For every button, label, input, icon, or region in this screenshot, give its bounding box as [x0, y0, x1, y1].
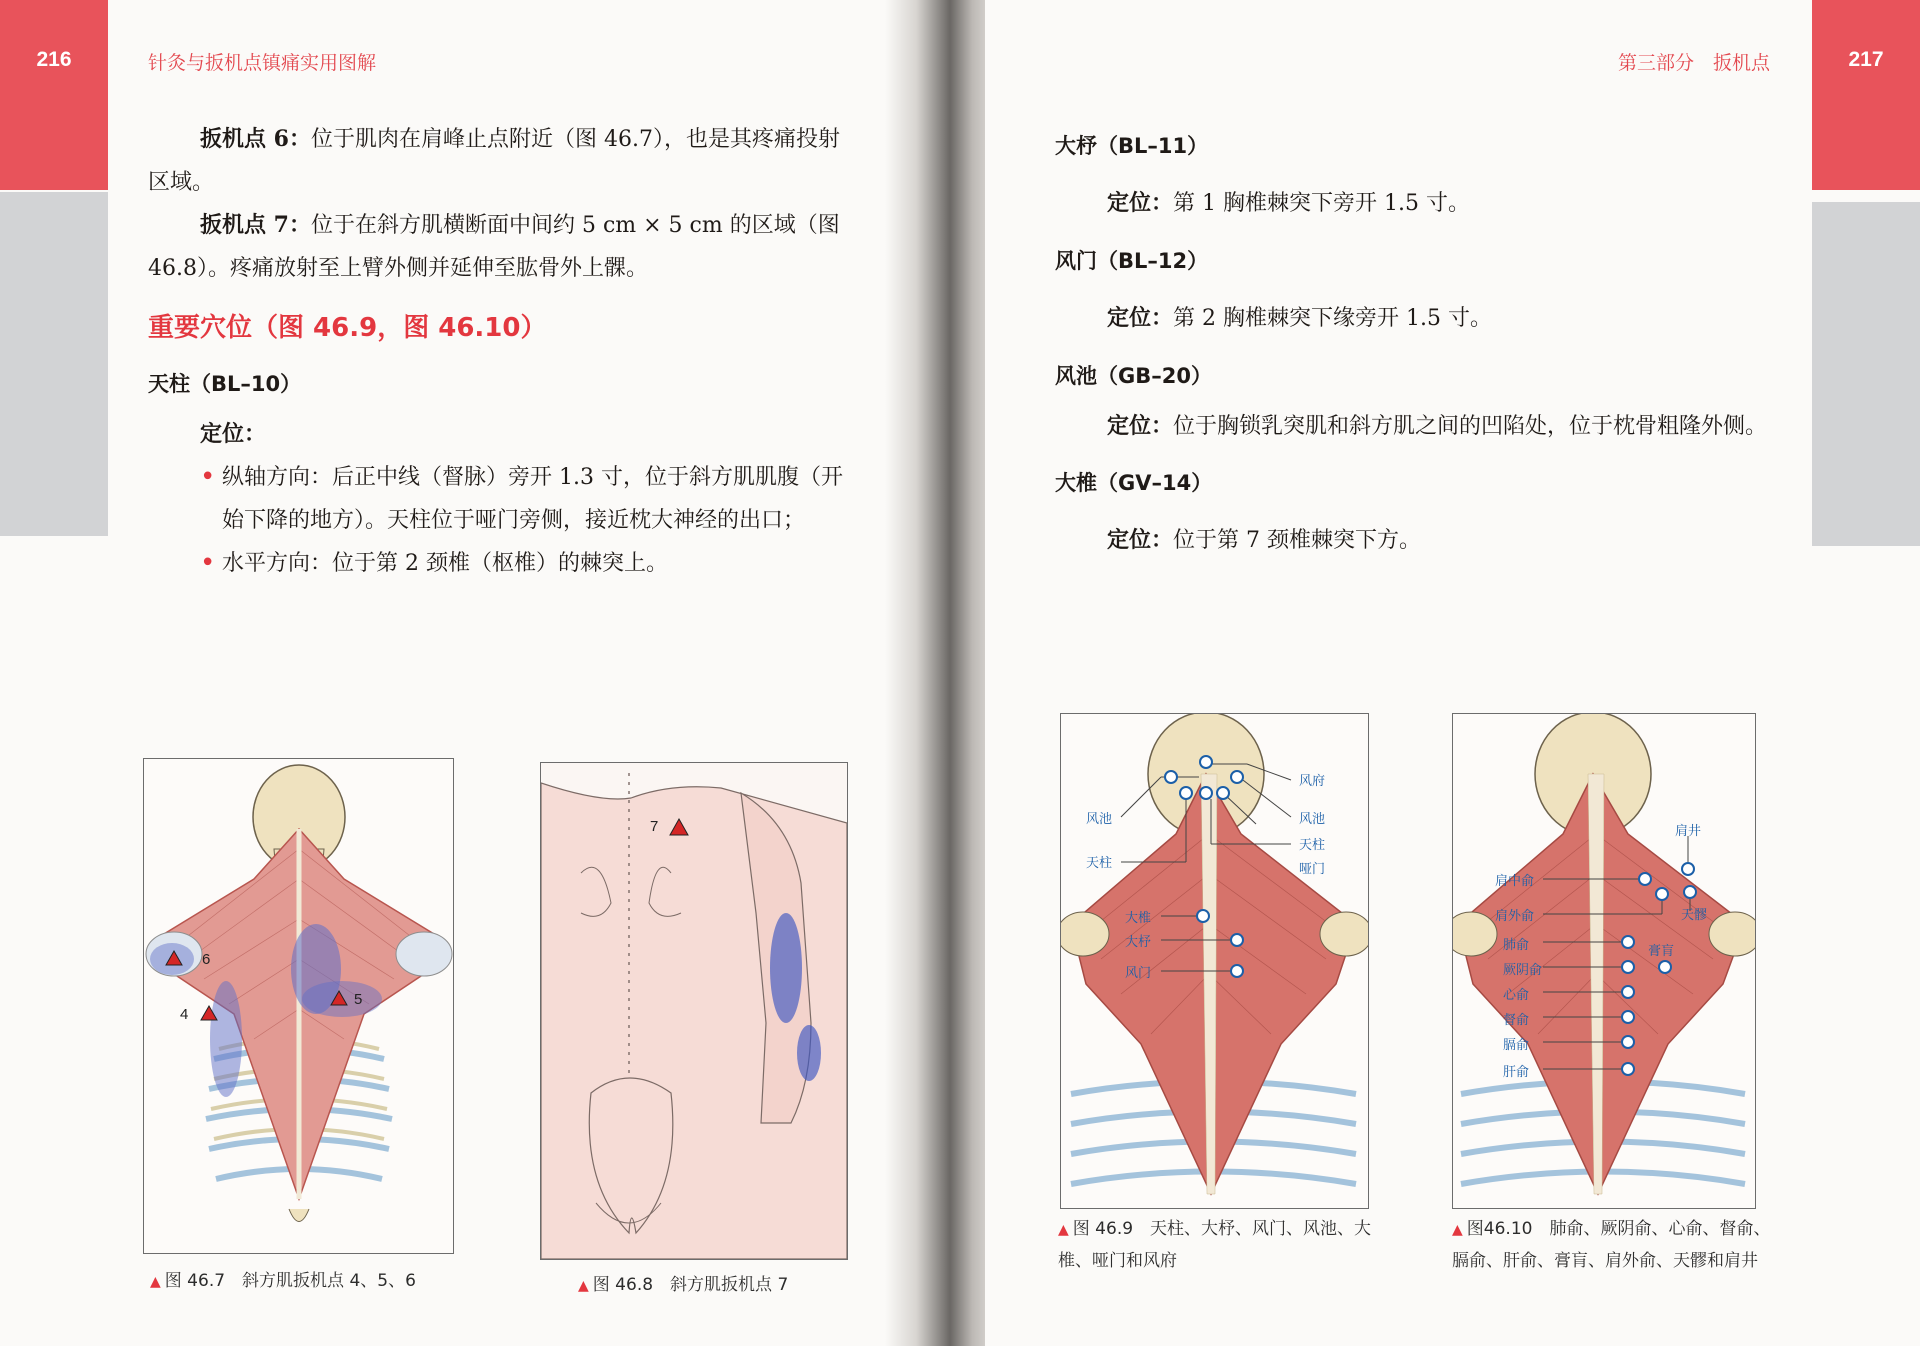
label-geshu: 膈俞 [1503, 1038, 1530, 1053]
trigger-6-text: 位于肌肉在肩峰止点附近（图 46.7），也是其疼痛投射区域。 [148, 127, 840, 195]
figure-46-8-caption [578, 1270, 788, 1302]
location-text: 位于胸锁乳突肌和斜方肌之间的凹陷处，位于枕骨粗隆外侧。 [1173, 414, 1768, 439]
bullet-icon: • [200, 462, 216, 492]
label-jianzhongshu: 肩中俞 [1495, 874, 1535, 889]
label-dushu: 督俞 [1503, 1013, 1530, 1028]
section-title: 重要穴位（图 46.9，图 46.10） [148, 313, 547, 343]
page-side-tab [0, 192, 108, 536]
caption-text: 图46.10 肺俞、厥阴俞、心俞、督俞、膈俞、肝俞、膏肓、肩外俞、天髎和肩井 [1452, 1219, 1771, 1271]
right-body [1055, 118, 1775, 570]
back-torso-illustration [541, 763, 847, 1259]
label-fengchi-left: 风池 [1086, 812, 1113, 827]
label-dazhu: 大杼 [1125, 935, 1152, 950]
label-jianwaishu: 肩外俞 [1495, 909, 1535, 924]
location-text: 第 1 胸椎棘突下旁开 1.5 寸。 [1173, 191, 1470, 216]
page-number-tab [1812, 0, 1920, 190]
caption-text: 图 46.7 斜方肌扳机点 4、5、6 [164, 1271, 416, 1291]
trigger-label-5: 5 [354, 991, 363, 1008]
back-acupoints-illustration [1453, 714, 1755, 1208]
location-text: 位于第 7 颈椎棘突下方。 [1173, 528, 1421, 553]
location-text: 第 2 胸椎棘突下缘旁开 1.5 寸。 [1173, 306, 1492, 331]
list-item-text: 纵轴方向：后正中线（督脉）旁开 1.3 寸，位于斜方肌肌腹（开始下降的地方）。天柱位于哑门旁侧，接近枕大神经的出口； [222, 465, 843, 533]
point-title-fengmen [1055, 233, 1775, 289]
label-yamen: 哑门 [1299, 862, 1326, 877]
location-lead: 定位： [1107, 527, 1174, 553]
trigger-label-7: 7 [650, 818, 659, 835]
caption-triangle-icon: ▲ [1058, 1222, 1069, 1238]
point-code: （GV–14） [1097, 471, 1213, 495]
point-code: （BL–10） [190, 372, 302, 396]
label-xinshu: 心俞 [1503, 988, 1530, 1003]
trigger-6-lead: 扳机点 6： [200, 126, 311, 152]
point-location [1055, 511, 1775, 570]
trigger-7-lead: 扳机点 7： [200, 212, 311, 238]
location-label: 定位： [200, 421, 267, 447]
label-tianzhu-left: 天柱 [1086, 856, 1113, 871]
trapezius-illustration [144, 759, 453, 1253]
caption-text: 图 46.9 天柱、大杼、风门、风池、大椎、哑门和风府 [1058, 1219, 1372, 1271]
point-name: 天柱 [148, 372, 190, 396]
trigger-point-7 [148, 204, 852, 290]
point-location [1055, 404, 1775, 449]
location-list [148, 456, 852, 585]
caption-triangle-icon: ▲ [578, 1278, 589, 1294]
page-side-tab [1812, 202, 1920, 546]
figure-46-10-back-acupoints [1452, 713, 1756, 1209]
label-jianjing: 肩井 [1675, 824, 1702, 839]
label-fengchi-right: 风池 [1299, 812, 1326, 827]
label-tianzhu-right: 天柱 [1299, 838, 1326, 853]
trigger-label-6: 6 [202, 951, 211, 968]
figure-46-8-back-torso [540, 762, 848, 1260]
point-name: 大杼 [1055, 134, 1097, 158]
figure-46-9-caption [1058, 1214, 1378, 1277]
label-gaohuang: 膏肓 [1648, 944, 1675, 959]
left-page [0, 0, 910, 1346]
point-name: 风门 [1055, 249, 1097, 273]
page-number: 217 [1848, 48, 1884, 71]
point-code: （GB–20） [1097, 364, 1212, 388]
figure-46-9-neck-acupoints [1060, 713, 1369, 1209]
point-title-tianzhu [148, 356, 852, 412]
trigger-label-4: 4 [180, 1006, 189, 1023]
running-head: 第三部分 扳机点 [1617, 52, 1770, 74]
label-jueyinshu: 厥阴俞 [1503, 963, 1543, 978]
location-lead: 定位： [1107, 413, 1174, 439]
list-item-text: 水平方向：位于第 2 颈椎（枢椎）的棘突上。 [222, 551, 668, 576]
figure-46-7-caption [150, 1266, 416, 1298]
point-code: （BL–11） [1097, 134, 1209, 158]
list-item [200, 542, 852, 585]
right-page [985, 0, 1920, 1346]
location-lead: 定位： [1107, 190, 1174, 216]
label-tianliao: 天髎 [1681, 908, 1708, 923]
label-ganshu: 肝俞 [1503, 1065, 1530, 1080]
label-fengfu: 风府 [1299, 774, 1326, 789]
point-title-fengchi [1055, 348, 1775, 404]
trigger-7-text: 位于在斜方肌横断面中间约 5 cm × 5 cm 的区域（图 46.8）。疼痛放射至上臂外侧并延伸至肱骨外上髁。 [148, 213, 840, 281]
label-dazhui: 大椎 [1125, 911, 1152, 926]
trigger-point-6 [148, 118, 852, 204]
figure-46-7-trapezius-back [143, 758, 454, 1254]
page-number-tab [0, 0, 108, 190]
caption-triangle-icon: ▲ [1452, 1222, 1463, 1238]
point-name: 大椎 [1055, 471, 1097, 495]
figure-46-10-caption [1452, 1214, 1782, 1277]
point-title-dazhu [1055, 118, 1775, 174]
point-name: 风池 [1055, 364, 1097, 388]
caption-triangle-icon: ▲ [150, 1274, 161, 1290]
point-location [1055, 289, 1775, 348]
list-item [200, 456, 852, 542]
point-title-dazhui [1055, 455, 1775, 511]
left-body [148, 118, 852, 585]
location-lead: 定位： [1107, 305, 1174, 331]
point-location [1055, 174, 1775, 233]
label-feishu: 肺俞 [1503, 938, 1530, 953]
bullet-icon: • [200, 548, 216, 578]
label-fengmen: 风门 [1125, 966, 1152, 981]
running-head: 针灸与扳机点镇痛实用图解 [148, 52, 377, 74]
caption-text: 图 46.8 斜方肌扳机点 7 [592, 1275, 789, 1295]
point-code: （BL–12） [1097, 249, 1209, 273]
page-number: 216 [36, 48, 72, 71]
